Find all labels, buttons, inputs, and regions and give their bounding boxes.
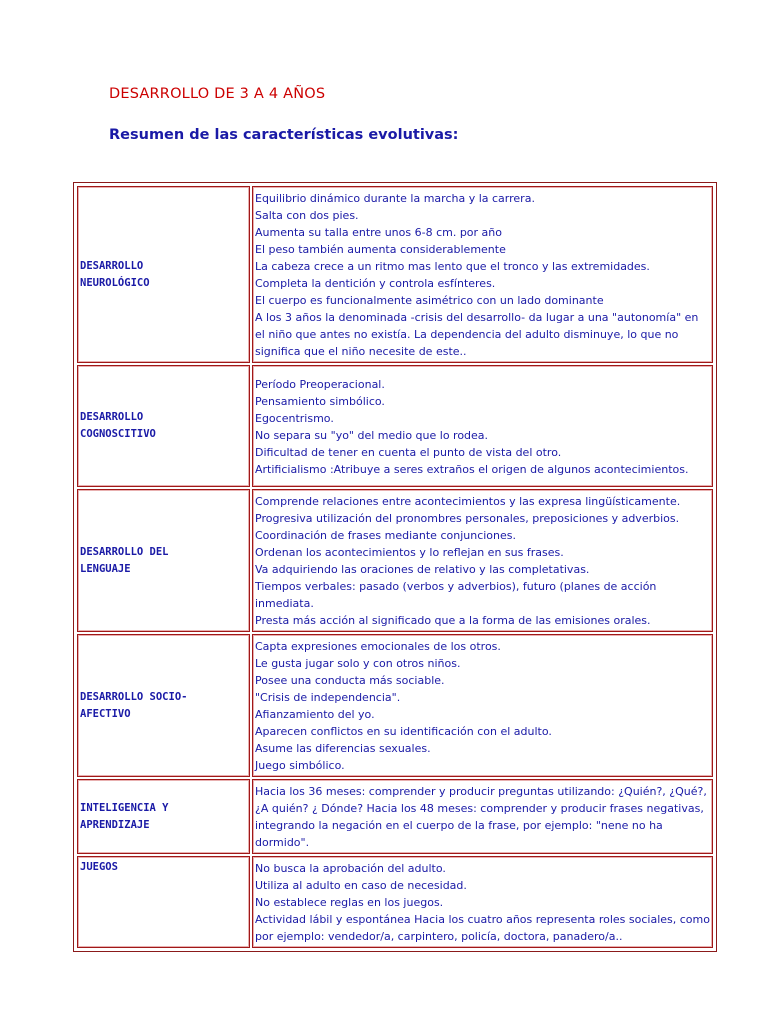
characteristics-table — [73, 182, 717, 952]
list-item: Egocentrismo. — [255, 411, 334, 425]
table-row — [77, 856, 713, 948]
row-label-line: LENGUAJE — [80, 562, 131, 575]
table-row — [77, 186, 713, 363]
list-item: Asume las diferencias sexuales. — [255, 742, 431, 755]
row-label — [77, 186, 250, 363]
list-item: Aumenta su talla entre unos 6-8 cm. por año — [255, 226, 502, 239]
list-item: Le gusta jugar solo y con otros niños. — [255, 657, 461, 670]
list-item: Capta expresiones emocionales de los otros. — [255, 640, 501, 653]
row-label-line: NEUROLÓGICO — [80, 276, 150, 289]
list-item: Ordenan los acontecimientos y lo reflejan en sus frases. — [255, 546, 564, 559]
row-label — [77, 489, 250, 632]
row-content — [252, 634, 713, 777]
list-item: Coordinación de frases mediante conjunciones. — [255, 529, 516, 542]
list-item: Aparecen conflictos en su identificación con el adulto. — [255, 725, 552, 738]
list-item: No separa su "yo" del medio que lo rodea. — [255, 428, 489, 442]
list-item: Utiliza al adulto en caso de necesidad. — [255, 879, 467, 892]
list-item: Pensamiento simbólico. — [255, 394, 385, 408]
row-label-line: COGNOSCITIVO — [80, 428, 156, 440]
table-row — [77, 365, 713, 487]
list-item: Afianzamiento del yo. — [255, 708, 375, 721]
table-row — [77, 779, 713, 854]
row-label — [77, 856, 250, 948]
row-label — [77, 779, 250, 854]
list-item: Actividad lábil y espontánea Hacia los cuatro años representa roles sociales, como por ejemplo: vendedor/a, carpintero, policía, doctora, panadero/a.. — [255, 913, 710, 943]
row-label-line: DESARROLLO — [80, 259, 144, 272]
list-item: La cabeza crece a un ritmo mas lento que el tronco y las extremidades. — [255, 260, 650, 273]
table-row — [77, 489, 713, 632]
row-content — [252, 489, 713, 632]
list-item: Salta con dos pies. — [255, 209, 359, 222]
list-item: No busca la aprobación del adulto. — [255, 862, 446, 875]
list-item: Tiempos verbales: pasado (verbos y adverbios), futuro (planes de acción inmediata. — [255, 580, 657, 610]
row-content — [252, 856, 713, 948]
list-item: No establece reglas en los juegos. — [255, 896, 444, 909]
list-item: Juego simbólico. — [255, 759, 345, 772]
list-item: Presta más acción al significado que a la forma de las emisiones orales. — [255, 614, 651, 627]
table-row — [77, 634, 713, 777]
row-label-line: APRENDIZAJE — [80, 818, 150, 831]
list-item: Equilibrio dinámico durante la marcha y la carrera. — [255, 192, 535, 205]
list-item: Posee una conducta más sociable. — [255, 674, 445, 687]
list-item: Dificultad de tener en cuenta el punto de vista del otro. — [255, 445, 562, 459]
list-item: Período Preoperacional. — [255, 377, 385, 391]
list-item: Hacia los 36 meses: comprender y producir preguntas utilizando: ¿Quién?, ¿Qué?, ¿A quién? ¿ Dónde? Hacia los 48 meses: comprender y producir frases negativas, integrando la negación en el cuerpo de la frase, por ejemplo: "nene no ha dormido". — [255, 785, 707, 849]
row-label-line: DESARROLLO DEL — [80, 545, 169, 558]
list-item: Comprende relaciones entre acontecimientos y las expresa lingüísticamente. — [255, 495, 681, 508]
list-item: El cuerpo es funcionalmente asimétrico con un lado dominante — [255, 294, 604, 307]
page-title: DESARROLLO DE 3 A 4 AÑOS — [109, 86, 326, 102]
list-item: El peso también aumenta considerablemente — [255, 243, 506, 256]
row-content — [252, 186, 713, 363]
list-item: "Crisis de independencia". — [255, 691, 401, 704]
page-subtitle: Resumen de las características evolutivas: — [109, 127, 459, 143]
list-item: Completa la dentición y controla esfínteres. — [255, 277, 496, 290]
row-label-line: DESARROLLO SOCIO- — [80, 690, 188, 703]
list-item: Progresiva utilización del pronombres personales, preposiciones y adverbios. — [255, 512, 680, 525]
row-label — [77, 634, 250, 777]
row-label-line: AFECTIVO — [80, 707, 131, 720]
list-item: A los 3 años la denominada -crisis del desarrollo- da lugar a una "autonomía" en el niño que antes no existía. La dependencia del adulto disminuye, lo que no significa que el niño necesite de este.. — [255, 311, 699, 358]
row-content — [252, 365, 713, 487]
row-label — [77, 365, 250, 487]
list-item: Va adquiriendo las oraciones de relativo y las completativas. — [255, 563, 590, 576]
list-item: Artificialismo :Atribuye a seres extraños el origen de algunos acontecimientos. — [255, 462, 689, 476]
row-content — [252, 779, 713, 854]
row-label-line: INTELIGENCIA Y — [80, 801, 169, 814]
row-label-line: JUEGOS — [80, 861, 118, 873]
row-label-line: DESARROLLO — [80, 411, 144, 423]
